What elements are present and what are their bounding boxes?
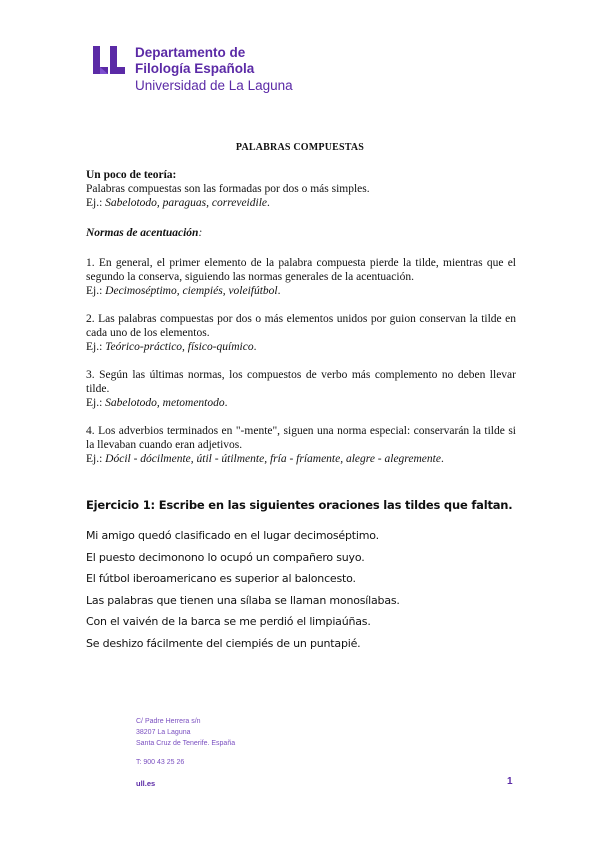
example-period: . [253,341,257,353]
example-words: Decimoséptimo, ciempiés, voleifútbol [105,285,278,297]
example-words: Sabelotodo, paraguas, correveidile [105,197,267,209]
department-name-line2: Filología Española [135,61,255,76]
example-period: . [224,397,228,409]
rule-2-text: 2. Las palabras compuestas por dos o más elementos unidos por guion conservan la tilde en cada uno de los elementos. [86,313,516,339]
exercise-sentence: El puesto decimonono lo ocupó un compañero suyo. [86,550,365,564]
example-prefix: Ej.: [86,197,106,209]
exercise-sentence: Con el vaivén de la barca se me perdió el limpiaúñas. [86,615,371,628]
exercise-title: Ejercicio 1: Escribe en las siguientes oraciones las tildes que faltan. [86,498,513,512]
department-name-line1: Departamento de [135,45,246,60]
ull-logo-icon [91,44,127,76]
page-title: PALABRAS COMPUESTAS [235,142,365,153]
exercise-sentence: Mi amigo quedó clasificado en el lugar decimoséptimo. [86,529,379,542]
example-words: Dócil - dócilmente, útil - útilmente, fría - fríamente, alegre - alegremente [105,453,441,465]
theory-content [86,168,516,466]
address-line1: C/ Padre Herrera s/n [136,718,201,725]
example-prefix: Ej.: [86,453,106,465]
theory-definition: Palabras compuestas son las formadas por dos o más simples. [86,183,370,195]
norms-heading-text: Normas de acentuación [86,227,199,239]
example-period: . [277,285,281,297]
university-name: Universidad de La Laguna [135,78,293,93]
rule-3-example [86,396,516,410]
exercise-section [86,498,526,654]
page-number: 1 [507,776,513,787]
phone-number: T: 900 43 25 26 [136,759,185,766]
rule-2-example [86,340,516,354]
footer-address [136,716,235,768]
example-words: Teórico-práctico, físico-químico [105,341,254,353]
rule-1-text: 1. En general, el primer elemento de la palabra compuesta pierde la tilde, mientras que el segundo la conserva, siguiendo las normas generales de la acentuación. [86,257,516,283]
rule-3-text: 3. Según las últimas normas, los compuestos de verbo más complemento no deben llevar tilde. [86,369,516,395]
rule-1-example [86,284,516,298]
example-period: . [267,197,270,209]
address-line3: Santa Cruz de Tenerife. España [136,740,236,747]
example-period: . [440,453,444,465]
rule-4-example [86,452,516,466]
example-prefix: Ej.: [86,397,106,409]
department-header [135,45,293,95]
exercise-sentence: Se deshizo fácilmente del ciempiés de un puntapié. [86,636,361,650]
address-line2: 38207 La Laguna [136,729,191,736]
theory-heading: Un poco de teoría: [86,169,177,181]
example-prefix: Ej.: [86,341,106,353]
website-link[interactable]: ull.es [136,779,156,788]
norms-heading-colon: : [198,227,203,239]
rule-4-text: 4. Los adverbios terminados en "-mente", siguen una norma especial: conservarán la tilde si la llevaban cuando eran adjetivos. [86,425,516,451]
example-words: Sabelotodo, metomentodo [105,397,225,409]
exercise-sentence: El fútbol iberoamericano es superior al baloncesto. [86,572,356,585]
example-prefix: Ej.: [86,285,106,297]
exercise-sentence: Las palabras que tienen una sílaba se llaman monosílabas. [86,593,400,607]
theory-example [86,196,516,210]
norms-heading [86,226,516,240]
